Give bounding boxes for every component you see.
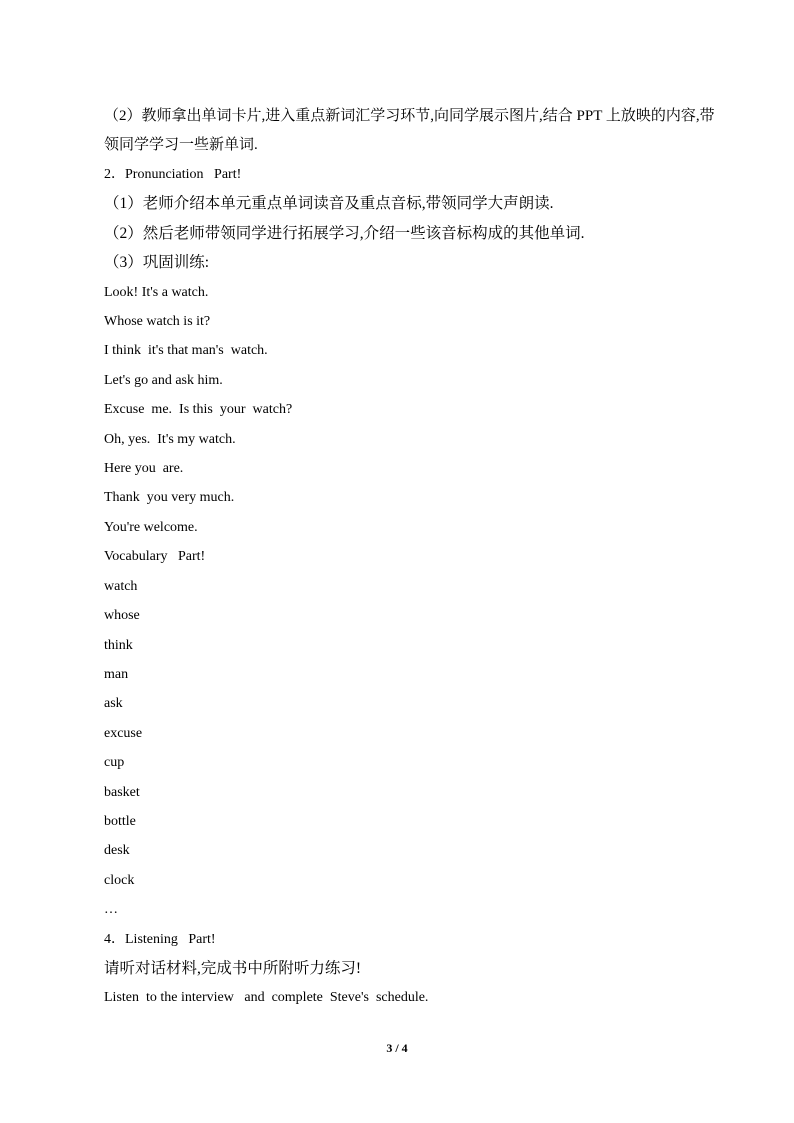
dialogue-line: Look! It's a watch. xyxy=(104,284,209,300)
vocabulary-word: basket xyxy=(104,784,140,800)
dialogue-line: Whose watch is it? xyxy=(104,314,211,330)
document-body xyxy=(104,102,724,1013)
vocabulary-word: think xyxy=(104,637,133,653)
dialogue-line: Oh, yes. It's my watch. xyxy=(104,431,236,447)
dialogue-line: Here you are. xyxy=(104,461,184,477)
vocabulary-word: bottle xyxy=(104,813,136,829)
step-2-extension: （2）然后老师带领同学进行拓展学习,介绍一些该音标构成的其他单词. xyxy=(104,224,585,242)
heading-pronunciation-part: 2．Pronunciation Part! xyxy=(104,167,242,182)
dialogue-line: Excuse me. Is this your watch? xyxy=(104,402,293,418)
dialogue-line: I think it's that man's watch. xyxy=(104,343,268,359)
vocabulary-word: watch xyxy=(104,578,138,594)
step-3-practice: （3）巩固训练: xyxy=(104,254,210,272)
paragraph-teacher-word-cards: （2）教师拿出单词卡片,进入重点新词汇学习环节,向同学展示图片,结合 PPT 上放映的内容,带领同学学习一些新单词. xyxy=(104,108,715,153)
heading-listening-part: 4．Listening Part! xyxy=(104,931,216,947)
vocabulary-word: desk xyxy=(104,843,130,859)
dialogue-line: Let's go and ask him. xyxy=(104,372,223,388)
vocabulary-word: excuse xyxy=(104,725,143,741)
vocabulary-word: cup xyxy=(104,755,125,771)
page-number: 3 / 4 xyxy=(386,1041,408,1055)
vocabulary-word: whose xyxy=(104,608,140,624)
vocabulary-word: clock xyxy=(104,872,135,888)
listening-instruction-cn: 请听对话材料,完成书中所附听力练习! xyxy=(104,959,362,977)
step-1-pronunciation: （1）老师介绍本单元重点单词读音及重点音标,带领同学大声朗读. xyxy=(104,195,554,213)
vocabulary-word: man xyxy=(104,666,129,682)
dialogue-line: You're welcome. xyxy=(104,519,198,535)
heading-vocabulary-part: Vocabulary Part! xyxy=(104,549,206,565)
listening-instruction-en: Listen to the interview and complete Steve's schedule. xyxy=(104,990,429,1006)
vocabulary-word: ask xyxy=(104,696,123,712)
ellipsis: … xyxy=(104,902,118,918)
dialogue-line: Thank you very much. xyxy=(104,490,235,506)
